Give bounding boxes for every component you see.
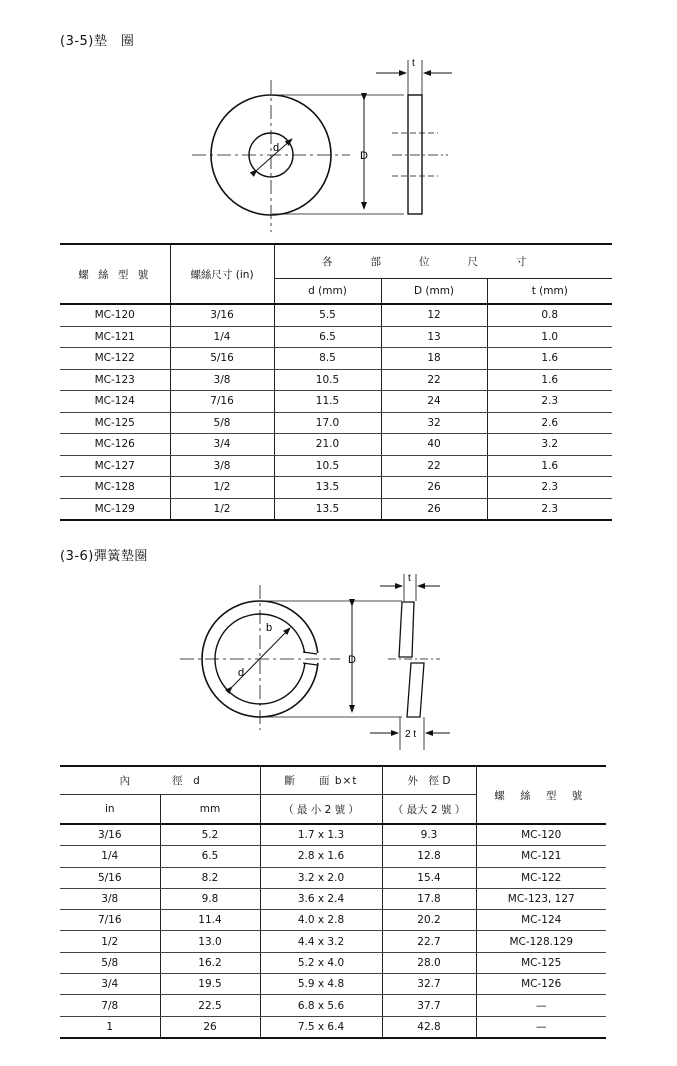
table-cell: 3/4 <box>60 974 160 995</box>
table-cell: MC-123, 127 <box>476 888 606 909</box>
table-cell: MC-124 <box>476 910 606 931</box>
table-cell: 13.5 <box>274 498 381 520</box>
table-row <box>60 974 606 995</box>
col-header-in: in <box>60 795 160 825</box>
table-row <box>60 952 606 973</box>
table-cell: 22 <box>381 455 487 477</box>
table-row <box>60 304 612 326</box>
table-row <box>60 498 612 520</box>
table-cell: 0.8 <box>487 304 612 326</box>
table-cell: 22.5 <box>160 995 260 1016</box>
table-cell: 2.6 <box>487 412 612 434</box>
table-cell: 3/4 <box>170 434 274 456</box>
table-cell: — <box>476 1016 606 1038</box>
table-cell: 3.2 x 2.0 <box>260 867 382 888</box>
col-header-D: D (mm) <box>381 279 487 305</box>
table-cell: 15.4 <box>382 867 476 888</box>
table-cell: 5.2 x 4.0 <box>260 952 382 973</box>
table-cell: 5/16 <box>170 348 274 370</box>
table-cell: 5/8 <box>170 412 274 434</box>
col-header-section: 斷 面 b×t <box>260 766 382 795</box>
washer-spec-table <box>60 243 612 521</box>
table-cell: 5.9 x 4.8 <box>260 974 382 995</box>
table-cell: 2.8 x 1.6 <box>260 846 382 867</box>
table-cell: 1.6 <box>487 369 612 391</box>
spring-washer-diagram <box>0 560 677 760</box>
table-cell: MC-124 <box>60 391 170 413</box>
table-cell: 3/16 <box>170 304 274 326</box>
dim-label-D2: D <box>348 654 356 666</box>
table-cell: 9.3 <box>382 824 476 846</box>
table-cell: 7/16 <box>170 391 274 413</box>
table-cell: 20.2 <box>382 910 476 931</box>
table-cell: MC-127 <box>60 455 170 477</box>
table-cell: MC-122 <box>476 867 606 888</box>
table-cell: 2.3 <box>487 391 612 413</box>
table-cell: MC-122 <box>60 348 170 370</box>
table-row <box>60 391 612 413</box>
group-header-dimensions: 各部位尺寸 <box>274 244 612 279</box>
table-cell: 1.7 x 1.3 <box>260 824 382 846</box>
table-cell: 4.4 x 3.2 <box>260 931 382 952</box>
flat-washer-diagram <box>0 0 677 240</box>
spring-washer-spec-table <box>60 765 606 1039</box>
table-cell: MC-126 <box>60 434 170 456</box>
table-row <box>60 910 606 931</box>
table-cell: 7/16 <box>60 910 160 931</box>
table-cell: 24 <box>381 391 487 413</box>
col-header-size: 螺絲尺寸 (in) <box>170 244 274 304</box>
table-row <box>60 348 612 370</box>
table-cell: 13.5 <box>274 477 381 499</box>
table-cell: 10.5 <box>274 455 381 477</box>
table-cell: — <box>476 995 606 1016</box>
table-cell: 3/8 <box>170 455 274 477</box>
table-cell: 32 <box>381 412 487 434</box>
table-row <box>60 326 612 348</box>
table-cell: MC-121 <box>476 846 606 867</box>
col-header-screw-model: 螺 絲 型 號 <box>476 766 606 824</box>
table-cell: 32.7 <box>382 974 476 995</box>
table-cell: 3/8 <box>170 369 274 391</box>
table-cell: 2.3 <box>487 498 612 520</box>
table-cell: 1/4 <box>170 326 274 348</box>
col-header-d: d (mm) <box>274 279 381 305</box>
table-cell: MC-125 <box>476 952 606 973</box>
table-row <box>60 369 612 391</box>
table-cell: 26 <box>381 498 487 520</box>
table-row <box>60 867 606 888</box>
table-cell: MC-126 <box>476 974 606 995</box>
dim-label-t2: t <box>408 573 411 584</box>
table-cell: 21.0 <box>274 434 381 456</box>
col-header-mm: mm <box>160 795 260 825</box>
table-cell: 1.6 <box>487 455 612 477</box>
table-cell: MC-128 <box>60 477 170 499</box>
table-cell: 3/8 <box>60 888 160 909</box>
table-cell: MC-128.129 <box>476 931 606 952</box>
col-header-section-sub: （ 最 小 2 號 ） <box>260 795 382 825</box>
table-cell: 11.4 <box>160 910 260 931</box>
table-cell: 18 <box>381 348 487 370</box>
col-header-inner-diameter: 內 徑 d <box>60 766 260 795</box>
table-cell: 17.8 <box>382 888 476 909</box>
table-row <box>60 434 612 456</box>
dim-label-D: D <box>360 150 368 162</box>
table-cell: 1.0 <box>487 326 612 348</box>
col-header-model: 螺 絲 型 號 <box>60 244 170 304</box>
table-cell: 5.5 <box>274 304 381 326</box>
table-cell: 42.8 <box>382 1016 476 1038</box>
table-row <box>60 931 606 952</box>
table-cell: 17.0 <box>274 412 381 434</box>
table-cell: 22.7 <box>382 931 476 952</box>
table-cell: MC-125 <box>60 412 170 434</box>
table-cell: 2.3 <box>487 477 612 499</box>
table-cell: 4.0 x 2.8 <box>260 910 382 931</box>
table-row <box>60 455 612 477</box>
table-cell: 11.5 <box>274 391 381 413</box>
dim-label-b: b <box>266 622 273 634</box>
table-cell: 6.8 x 5.6 <box>260 995 382 1016</box>
table-cell: 12.8 <box>382 846 476 867</box>
table-cell: 5/8 <box>60 952 160 973</box>
table-cell: 26 <box>160 1016 260 1038</box>
section-title-spring-washer: (3-6)彈簧墊圈 <box>60 549 148 564</box>
table-cell: 16.2 <box>160 952 260 973</box>
table-cell: 13 <box>381 326 487 348</box>
table-cell: MC-120 <box>476 824 606 846</box>
table-cell: 1/4 <box>60 846 160 867</box>
table-cell: MC-120 <box>60 304 170 326</box>
table-cell: 8.2 <box>160 867 260 888</box>
table-cell: 1.6 <box>487 348 612 370</box>
table-cell: 40 <box>381 434 487 456</box>
table-cell: 19.5 <box>160 974 260 995</box>
dim-label-2t: 2 t <box>405 729 417 740</box>
table-cell: 7/8 <box>60 995 160 1016</box>
table-cell: 6.5 <box>274 326 381 348</box>
table-cell: 1/2 <box>170 498 274 520</box>
table-cell: 10.5 <box>274 369 381 391</box>
table-row <box>60 995 606 1016</box>
table-cell: 8.5 <box>274 348 381 370</box>
col-header-outer-diameter: 外 徑 D <box>382 766 476 795</box>
table-cell: 37.7 <box>382 995 476 1016</box>
col-header-outer-sub: （ 最大 2 號 ） <box>382 795 476 825</box>
table-row <box>60 888 606 909</box>
table-cell: MC-121 <box>60 326 170 348</box>
table-cell: 5/16 <box>60 867 160 888</box>
table-row <box>60 846 606 867</box>
table-row <box>60 412 612 434</box>
dim-label-d: d <box>273 142 280 154</box>
table-cell: 3.2 <box>487 434 612 456</box>
table-cell: 3/16 <box>60 824 160 846</box>
table-row <box>60 1016 606 1038</box>
col-header-t: t (mm) <box>487 279 612 305</box>
table-cell: 1/2 <box>60 931 160 952</box>
table-cell: 1 <box>60 1016 160 1038</box>
table-cell: 5.2 <box>160 824 260 846</box>
dim-label-d2: d <box>238 667 245 679</box>
table-cell: 28.0 <box>382 952 476 973</box>
table-cell: 7.5 x 6.4 <box>260 1016 382 1038</box>
table-cell: 12 <box>381 304 487 326</box>
table-row <box>60 477 612 499</box>
table-cell: 13.0 <box>160 931 260 952</box>
table-cell: 6.5 <box>160 846 260 867</box>
table-cell: MC-129 <box>60 498 170 520</box>
dim-label-t: t <box>412 58 415 69</box>
section-title-washer: (3-5)墊 圈 <box>60 34 135 49</box>
table-cell: MC-123 <box>60 369 170 391</box>
table-cell: 3.6 x 2.4 <box>260 888 382 909</box>
table-cell: 22 <box>381 369 487 391</box>
table-cell: 9.8 <box>160 888 260 909</box>
table-cell: 1/2 <box>170 477 274 499</box>
table-cell: 26 <box>381 477 487 499</box>
table-row <box>60 824 606 846</box>
